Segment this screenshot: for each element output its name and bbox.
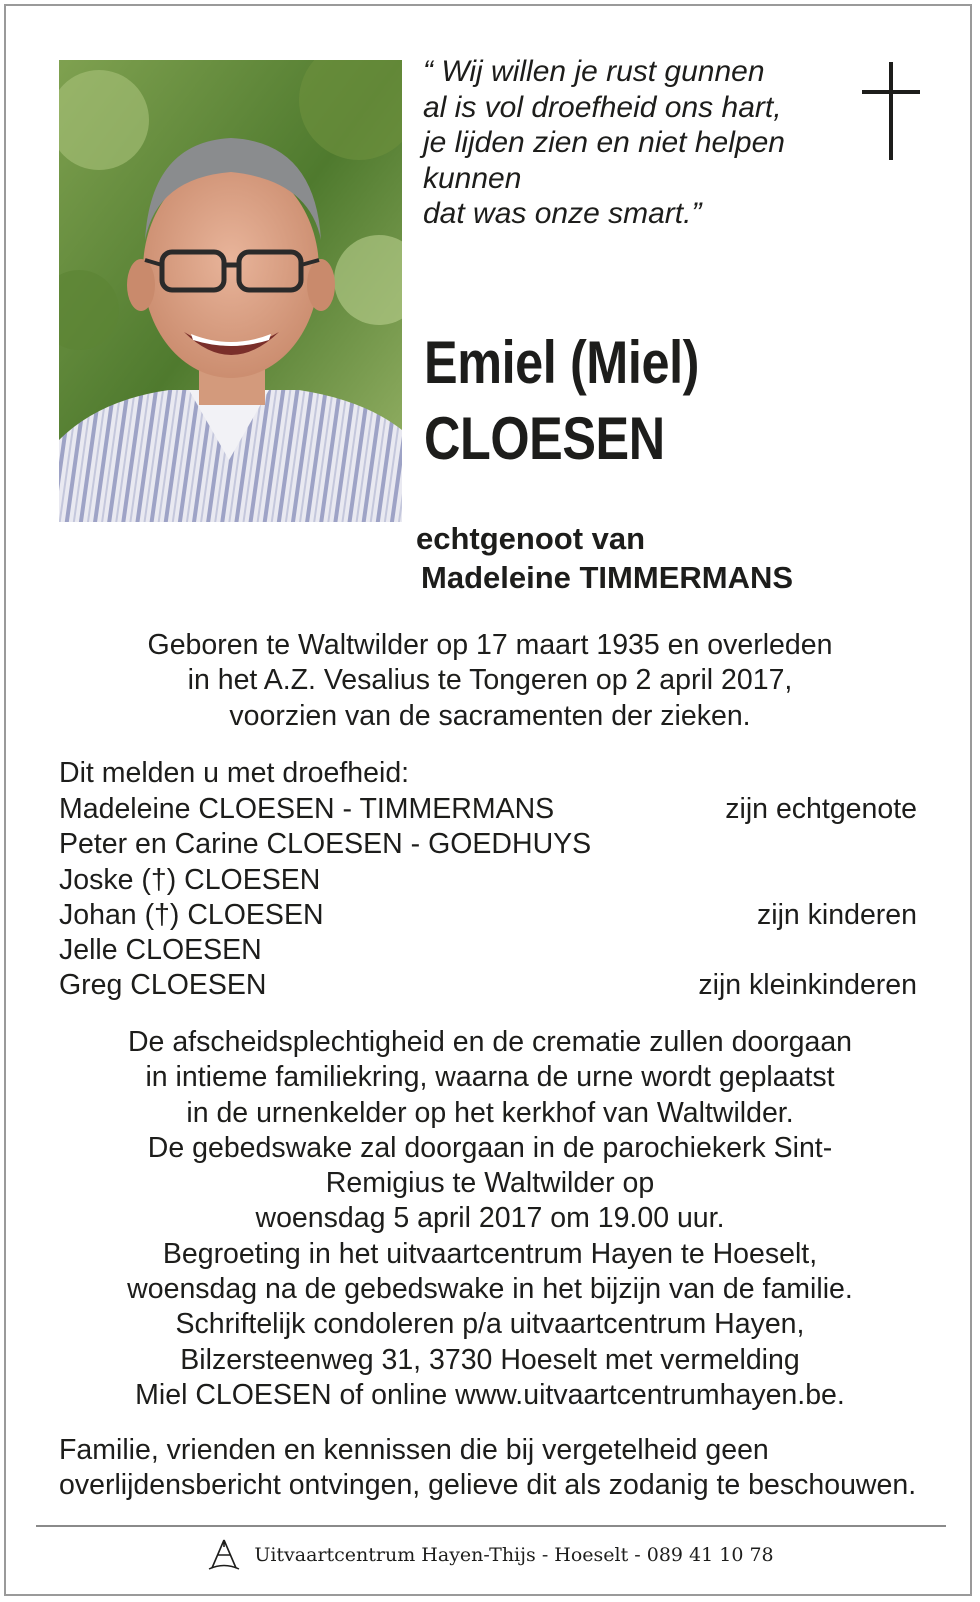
family-relation: zijn kleinkinderen [698,969,917,1002]
funeral-home-logo-icon [206,1538,242,1572]
family-member [59,933,917,968]
family-member-name: Peter en Carine CLOESEN - GOEDHUYS [59,828,592,861]
family-member [59,898,917,933]
portrait-photo [59,60,402,522]
poem-line: “ Wij willen je rust gunnen [423,55,765,88]
spouse-label: echtgenoot van [416,521,646,556]
footer-divider [36,1525,946,1527]
ceremony-line: in intieme familiekring, waarna de urne wordt geplaatst [145,1061,835,1094]
ceremony-line: Remigius te Waltwilder op [325,1167,655,1200]
ceremony-line: Begroeting in het uitvaartcentrum Hayen te Hoeselt, [162,1237,818,1270]
deceased-first-name: Emiel (Miel) [424,329,700,396]
poem-line: dat was onze smart.” [423,197,702,230]
family-relation: zijn kinderen [756,898,917,931]
memorial-poem [423,54,823,232]
birth-death-line: Geboren te Waltwilder op 17 maart 1935 en overleden [147,629,833,661]
family-member-name: Greg CLOESEN [59,969,267,1002]
family-member [59,827,917,862]
poem-line: kunnen [423,161,522,195]
ceremony-line: in de urnenkelder op het kerkhof van Waltwilder. [186,1096,794,1129]
family-member [59,968,917,1003]
ceremony-paragraph [30,1025,950,1413]
family-member-name: Johan (†) CLOESEN [59,898,324,931]
footer-text: Uitvaartcentrum Hayen-Thijs - Hoeselt - 089 41 10 78 [254,1544,774,1566]
family-member-name: Madeleine CLOESEN - TIMMERMANS [59,793,555,825]
family-list [59,792,917,1004]
deceased-last-name: CLOESEN [424,405,665,472]
family-member [59,792,917,827]
ceremony-line: Schriftelijk condoleren p/a uitvaartcentrum Hayen, [175,1308,805,1341]
family-member-name: Jelle CLOESEN [59,934,262,967]
birth-death-line: in het A.Z. Vesalius te Tongeren op 2 april 2017, [187,664,793,697]
family-member-name: Joske (†) CLOESEN [59,863,321,896]
ceremony-line: Bilzersteenweg 31, 3730 Hoeselt met vermelding [180,1343,800,1376]
cross-icon [862,62,920,160]
family-relation: zijn echtgenote [725,793,917,825]
ceremony-line: woensdag 5 april 2017 om 19.00 uur. [255,1202,725,1235]
family-member [59,863,917,898]
ceremony-line: Miel CLOESEN of online www.uitvaartcentrumhayen.be. [135,1378,845,1411]
poem-line: je lijden zien en niet helpen [423,126,785,159]
spouse-name: Madeleine TIMMERMANS [421,560,794,595]
ceremony-line: De gebedswake zal doorgaan in de parochiekerk Sint- [147,1131,833,1164]
closing-paragraph: Familie, vrienden en kennissen die bij vergetelheid geen overlijdensbericht ontvingen, gelieve dit als zodanig te beschouwen. [59,1434,917,1502]
family-intro: Dit melden u met droefheid: [59,757,410,789]
ceremony-line: De afscheidsplechtigheid en de crematie zullen doorgaan [127,1026,853,1058]
ceremony-line: woensdag na de gebedswake in het bijzijn van de familie. [127,1273,853,1306]
birth-death-paragraph [30,628,950,734]
birth-death-line: voorzien van de sacramenten der zieken. [229,699,751,732]
footer [0,1538,980,1577]
poem-line: al is vol droefheid ons hart, [423,90,782,124]
